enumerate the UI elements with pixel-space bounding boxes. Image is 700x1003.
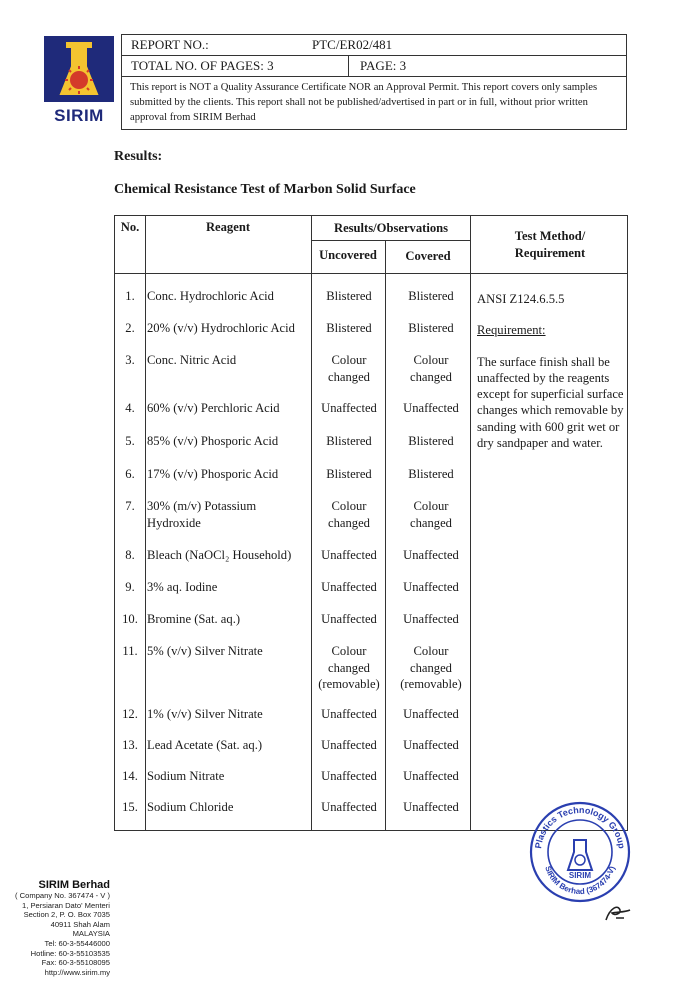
- covered-result: [387, 579, 475, 596]
- uncovered-result-line: Blistered: [326, 321, 372, 335]
- reagent-name: [147, 352, 315, 369]
- reagent-name: [147, 498, 315, 531]
- covered-result-line: Blistered: [408, 289, 454, 303]
- covered-result: [387, 498, 475, 531]
- row-number: 11.: [122, 644, 138, 658]
- reagent-name-line: 1% (v/v) Silver Nitrate: [147, 707, 263, 721]
- results-heading: Results:: [114, 149, 163, 164]
- covered-result-line: Unaffected: [403, 707, 459, 721]
- uncovered-result: [313, 433, 385, 450]
- reagent-name: [147, 400, 315, 417]
- row-number: 12.: [122, 707, 138, 721]
- uncovered-result-line: Unaffected: [321, 769, 377, 783]
- footer-line: Hotline: 60-3-55103535: [30, 948, 110, 958]
- uncovered-result: [313, 498, 385, 531]
- covered-result-line: Unaffected: [403, 612, 459, 626]
- footer-line: Fax: 60-3-55108095: [41, 958, 110, 968]
- svg-text:Plastics Technology Group: [533, 805, 627, 850]
- covered-result-line: (removable): [400, 677, 462, 691]
- footer-line: MALAYSIA: [72, 929, 110, 939]
- reagent-name: [147, 799, 315, 816]
- reagent-name-line: 17% (v/v) Phosporic Acid: [147, 467, 279, 481]
- reagent-name: [147, 466, 315, 483]
- covered-result: [387, 288, 475, 305]
- covered-result-line: changed: [410, 660, 452, 675]
- covered-result-line: changed: [410, 369, 452, 384]
- header-subdivider: [311, 240, 471, 241]
- footer-line: Tel: 60-3-55446000: [44, 938, 110, 948]
- reagent-name-line: Conc. Hydrochloric Acid: [147, 289, 274, 303]
- reagent-name-line: Sodium Chloride: [147, 800, 234, 814]
- covered-result-line: Unaffected: [403, 800, 459, 814]
- footer-line: http://www.sirim.my: [44, 967, 110, 977]
- covered-result: [387, 737, 475, 754]
- row-number: 5.: [125, 434, 135, 448]
- plastics-technology-group-stamp: [528, 800, 632, 904]
- test-method-standard: ANSI Z124.6.5.5: [477, 292, 565, 306]
- uncovered-result-line: Blistered: [326, 289, 372, 303]
- disclaimer-notice: This report is NOT a Quality Assurance Certificate NOR an Approval Permit. This report covers only samples submitted by the clients. This report shall not be published/advertised in part or in full, without prior written approval from SIRIM Berhad: [130, 82, 598, 123]
- footer-address: [10, 891, 110, 977]
- sirim-emblem-icon: [44, 36, 114, 102]
- reagent-name-line: Lead Acetate (Sat. aq.): [147, 738, 263, 752]
- header-method-line2: Requirement: [514, 246, 586, 260]
- uncovered-result: [313, 799, 385, 816]
- reagent-name: [147, 288, 315, 305]
- uncovered-result-line: Unaffected: [321, 548, 377, 562]
- uncovered-result: [313, 643, 385, 693]
- row-number: 1.: [125, 289, 135, 303]
- reagent-name-line: Conc. Nitric Acid: [147, 353, 237, 367]
- uncovered-result-line: Unaffected: [321, 580, 377, 594]
- covered-result-line: Unaffected: [403, 738, 459, 752]
- reagent-name-line: 3% aq. Iodine: [147, 580, 218, 594]
- reagent-name: [147, 643, 315, 660]
- requirement-label: Requirement:: [477, 323, 546, 338]
- covered-result-line: Colour: [413, 499, 449, 513]
- uncovered-result-line: changed: [328, 660, 370, 675]
- table-title: Chemical Resistance Test of Marbon Solid Surface: [114, 182, 416, 197]
- company-footer: [10, 879, 110, 977]
- covered-result-line: Unaffected: [403, 769, 459, 783]
- header-uncovered: Uncovered: [319, 248, 377, 262]
- signature-mark: [600, 900, 634, 926]
- uncovered-result-line: Colour: [331, 353, 367, 367]
- uncovered-result-line: Unaffected: [321, 738, 377, 752]
- uncovered-result: [313, 737, 385, 754]
- covered-result: [387, 433, 475, 450]
- pages-divider: [348, 56, 349, 76]
- footer-line: 40911 Shah Alam: [50, 919, 110, 929]
- uncovered-result-line: Unaffected: [321, 707, 377, 721]
- stamp-center-text: SIRIM: [568, 871, 592, 880]
- covered-result: [387, 352, 475, 385]
- uncovered-result: [313, 320, 385, 337]
- reagent-name-line: 20% (v/v) Hydrochloric Acid: [147, 321, 295, 335]
- reagent-name: [147, 547, 315, 564]
- uncovered-result-line: Colour: [331, 644, 367, 658]
- logo-wordmark: SIRIM: [54, 106, 104, 125]
- stamp-bottom-text: SIRIM Berhad (367474-V): [543, 864, 617, 897]
- row-number: 10.: [122, 612, 138, 626]
- uncovered-result-line: Unaffected: [321, 401, 377, 415]
- stamp-ring-text: Plastics Technology Group: [533, 804, 627, 850]
- header-method-line1: Test Method/: [514, 229, 586, 243]
- covered-result: [387, 706, 475, 723]
- covered-result: [387, 611, 475, 628]
- sirim-logo: [40, 36, 118, 128]
- row-number: 6.: [125, 467, 135, 481]
- covered-result: [387, 466, 475, 483]
- uncovered-result-line: Unaffected: [321, 800, 377, 814]
- row-number: 9.: [125, 580, 135, 594]
- current-page-label: PAGE: 3: [360, 58, 407, 73]
- footer-line: 1, Persiaran Dato' Menteri: [22, 900, 110, 910]
- covered-result: [387, 799, 475, 816]
- uncovered-result: [313, 611, 385, 628]
- pages-row: [122, 56, 626, 77]
- uncovered-result-line: Blistered: [326, 434, 372, 448]
- row-number: 7.: [125, 499, 135, 513]
- uncovered-result: [313, 352, 385, 385]
- covered-result-line: Colour: [413, 353, 449, 367]
- reagent-name-line: 5% (v/v) Silver Nitrate: [147, 644, 263, 658]
- row-number: 13.: [122, 738, 138, 752]
- footer-line: ( Company No. 367474 - V ): [15, 891, 110, 900]
- uncovered-result: [313, 579, 385, 596]
- covered-result-line: Blistered: [408, 434, 454, 448]
- column-divider: [385, 240, 386, 830]
- reagent-name-line: Bleach (NaOCl₂ Household): [147, 548, 292, 562]
- uncovered-result: [313, 547, 385, 564]
- reagent-name: [147, 768, 315, 785]
- covered-result-line: Unaffected: [403, 401, 459, 415]
- reagent-name-line: Hydroxide: [147, 515, 201, 530]
- header-method: [471, 228, 629, 262]
- header-bottom-rule: [115, 273, 627, 274]
- reagent-name: [147, 433, 315, 450]
- reagent-name: [147, 611, 315, 628]
- covered-result: [387, 320, 475, 337]
- covered-result-line: Unaffected: [403, 548, 459, 562]
- uncovered-result: [313, 768, 385, 785]
- reagent-name-line: Sodium Nitrate: [147, 769, 225, 783]
- reagent-name-line: Bromine (Sat. aq.): [147, 612, 241, 626]
- uncovered-result: [313, 400, 385, 417]
- uncovered-result: [313, 466, 385, 483]
- report-header: [121, 34, 627, 130]
- row-number: 3.: [125, 353, 135, 367]
- uncovered-result-line: Unaffected: [321, 612, 377, 626]
- reagent-name: [147, 579, 315, 596]
- reagent-name: [147, 706, 315, 723]
- report-number-value: PTC/ER02/481: [312, 37, 393, 52]
- uncovered-result: [313, 706, 385, 723]
- header-no: No.: [120, 220, 140, 234]
- reagent-name-line: 30% (m/v) Potassium: [147, 499, 257, 513]
- covered-result: [387, 768, 475, 785]
- covered-result: [387, 643, 475, 693]
- chemical-resistance-table: [114, 215, 628, 831]
- covered-result: [387, 547, 475, 564]
- covered-result-line: Colour: [413, 644, 449, 658]
- reagent-name-line: 60% (v/v) Perchloric Acid: [147, 401, 280, 415]
- uncovered-result-line: Blistered: [326, 467, 372, 481]
- covered-result-line: Unaffected: [403, 580, 459, 594]
- requirement-text: The surface finish shall be unaffected by the reagents except for superficial surface changes which removable by sanding with 600 grit wet or dry sandpaper and water.: [477, 354, 624, 451]
- report-number-row: [122, 35, 626, 56]
- uncovered-result: [313, 288, 385, 305]
- row-number: 14.: [122, 769, 138, 783]
- footer-company-name: SIRIM Berhad: [38, 879, 110, 891]
- reagent-name: [147, 737, 315, 754]
- uncovered-result-line: Colour: [331, 499, 367, 513]
- reagent-name-line: 85% (v/v) Phosporic Acid: [147, 434, 279, 448]
- report-number-label: REPORT NO.:: [131, 37, 209, 52]
- covered-result-line: changed: [410, 515, 452, 530]
- footer-line: Section 2, P. O. Box 7035: [23, 910, 110, 920]
- reagent-name: [147, 320, 315, 337]
- uncovered-result-line: changed: [328, 515, 370, 530]
- covered-result-line: Blistered: [408, 321, 454, 335]
- row-number: 15.: [122, 800, 138, 814]
- test-method-cell: [477, 291, 625, 451]
- uncovered-result-line: changed: [328, 369, 370, 384]
- column-divider: [145, 216, 146, 830]
- covered-result: [387, 400, 475, 417]
- row-number: 4.: [125, 401, 135, 415]
- total-pages-label: TOTAL NO. OF PAGES: 3: [131, 58, 274, 73]
- header-results: Results/Observations: [333, 221, 449, 235]
- row-number: 8.: [125, 548, 135, 562]
- covered-result-line: Blistered: [408, 467, 454, 481]
- header-reagent: Reagent: [205, 220, 251, 234]
- header-covered: Covered: [405, 249, 451, 263]
- row-number: 2.: [125, 321, 135, 335]
- uncovered-result-line: (removable): [318, 677, 380, 691]
